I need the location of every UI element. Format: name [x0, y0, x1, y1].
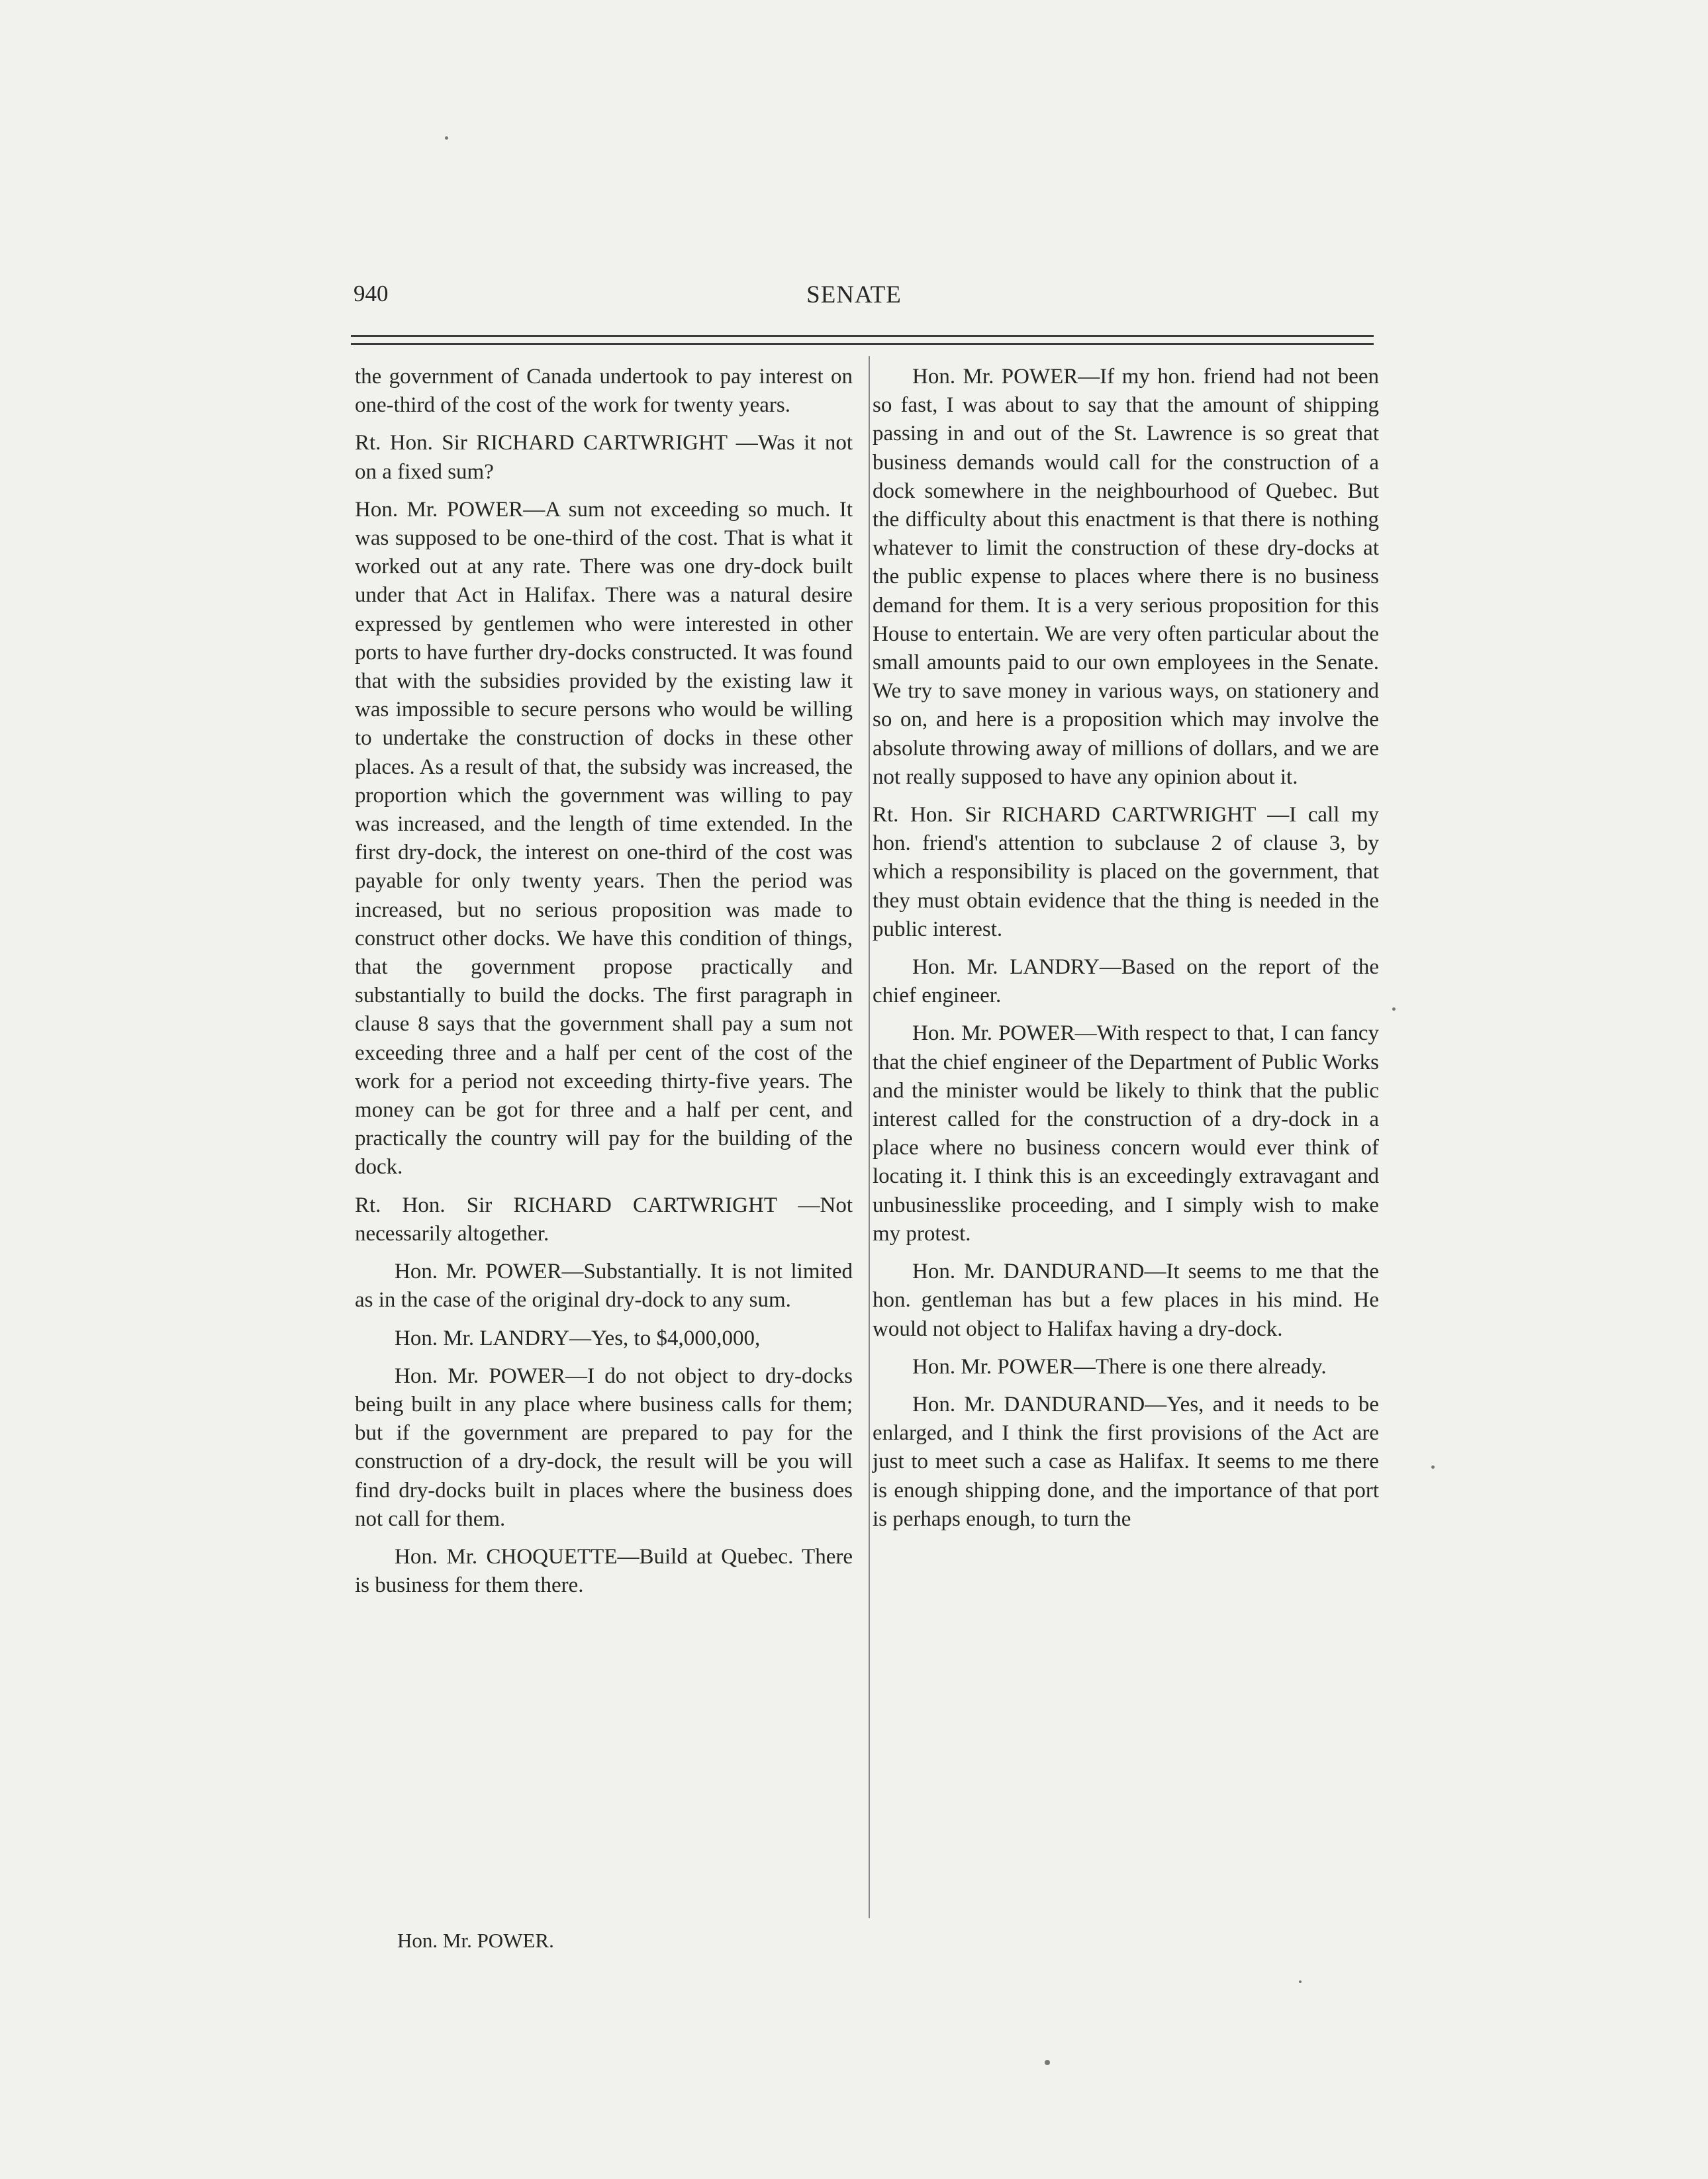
paragraph: Hon. Mr. POWER—There is one there already.: [912, 1354, 1327, 1379]
paragraph: Rt. Hon. Sir RICHARD CARTWRIGHT —I call my hon. friend's attention to subclause 2 of clause 3, by which a responsibility is placed on the government, that they must obtain evidence that the thing is needed in the public interest.: [873, 803, 1379, 941]
scan-speck: [1045, 2060, 1050, 2065]
scan-speck: [445, 136, 448, 140]
page-title: SENATE: [806, 281, 902, 308]
paragraph: Hon. Mr. LANDRY—Yes, to $4,000,000,: [395, 1326, 761, 1350]
paragraph: Hon. Mr. POWER—If my hon. friend had not been so fast, I was about to say that the amount of shipping passing in and out of the St. Lawrence is so great that business demands would call for the construction of a dock somewhere in the neighbourhood of Quebec. But the difficulty about this enactment is that there is nothing whatever to limit the construction of these dry-docks at the public expense to places where there is no business demand for them. It is a very serious proposition for this House to entertain. We are very often particular about the small amounts paid to our own employees in the Senate. We try to save money in various ways, on stationery and so on, and here is a proposition which may involve the absolute throwing away of millions of dollars, and we are not really supposed to have any opinion about it.: [873, 365, 1379, 789]
scan-speck: [1431, 1465, 1435, 1469]
scan-speck: [1392, 1007, 1396, 1011]
paragraph: the government of Canada undertook to pay interest on one-third of the cost of the work for twenty years.: [355, 365, 853, 418]
right-column: [873, 363, 1379, 1543]
paragraph: Hon. Mr. POWER—With respect to that, I can fancy that the chief engineer of the Department of Public Works and the minister would be likely to think that the public interest called for the construction of a dry-dock in a place where no business concern would ever think of locating it. I think this is an exceedingly extravagant and unbusinesslike proceeding, and I simply wish to make my protest.: [873, 1021, 1379, 1246]
running-foot: Hon. Mr. POWER.: [397, 1929, 554, 1952]
paragraph: Hon. Mr. LANDRY—Based on the report of the chief engineer.: [873, 955, 1379, 1008]
header-rule: [351, 335, 1374, 337]
scan-speck: [1299, 1980, 1302, 1983]
paragraph: Hon. Mr. DANDURAND—Yes, and it needs to be enlarged, and I think the first provisions of the Act are just to meet such a case as Halifax. It seems to me there is enough shipping done, and the importance of that port is perhaps enough, to turn the: [873, 1392, 1379, 1531]
paragraph: Hon. Mr. POWER—Substantially. It is not limited as in the case of the original dry-dock to any sum.: [355, 1260, 853, 1313]
page-number: 940: [354, 281, 389, 306]
header-rule: [351, 343, 1374, 345]
paragraph: Rt. Hon. Sir RICHARD CARTWRIGHT —Not necessarily altogether.: [355, 1193, 853, 1246]
paragraph: Hon. Mr. POWER—I do not object to dry-docks being built in any place where business calls for them; but if the government are prepared to pay for the construction of a dry-dock, the result will be you will find dry-docks built in places where the business does not call for them.: [355, 1364, 853, 1531]
left-column: [355, 363, 853, 1609]
column-divider: [869, 356, 870, 1918]
paragraph: Hon. Mr. CHOQUETTE—Build at Quebec. There is business for them there.: [355, 1544, 853, 1598]
paragraph: Hon. Mr. POWER—A sum not exceeding so much. It was supposed to be one-third of the cost. That is what it worked out at any rate. There was one dry-dock built under that Act in Halifax. There was a natural desire expressed by gentlemen who were interested in other ports to have further dry-docks constructed. It was found that with the subsidies provided by the existing law it was impossible to secure persons who would be willing to undertake the construction of docks in these other places. As a result of that, the subsidy was increased, the proportion which the government was willing to pay was increased, and the length of time extended. In the first dry-dock, the interest on one-third of the cost was payable for only twenty years. Then the period was increased, but no serious proposition was made to construct other docks. We have this condition of things, that the government propose practically and substantially to build the docks. The first paragraph in clause 8 says that the government shall pay a sum not exceeding three and a half per cent of the cost of the work for a period not exceeding thirty-five years. The money can be got for three and a half per cent, and practically the country will pay for the building of the dock.: [355, 497, 853, 1180]
paragraph: Hon. Mr. DANDURAND—It seems to me that the hon. gentleman has but a few places in his mind. He would not object to Halifax having a dry-dock.: [873, 1260, 1379, 1341]
paragraph: Rt. Hon. Sir RICHARD CARTWRIGHT —Was it not on a fixed sum?: [355, 431, 853, 484]
